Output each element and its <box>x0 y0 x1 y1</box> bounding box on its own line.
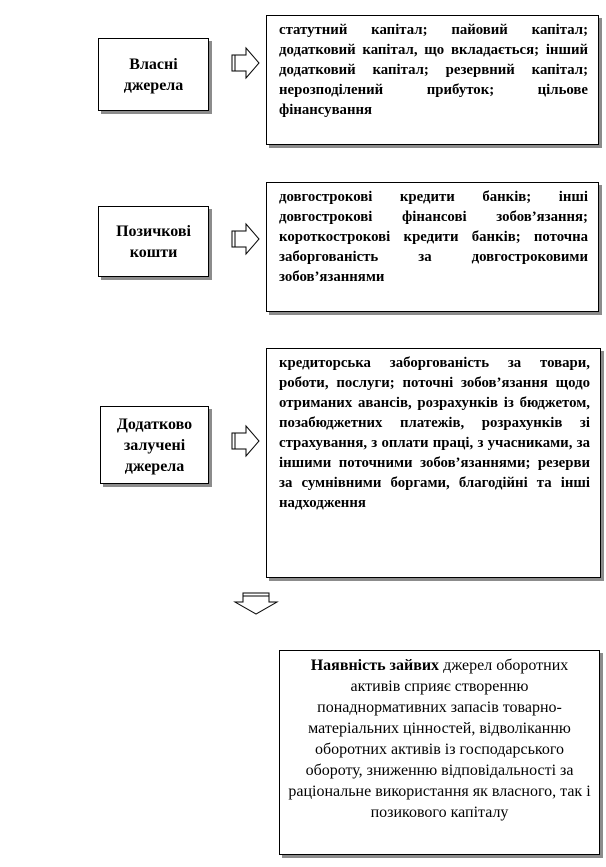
description-text: довгострокові кредити банків; інші довгострокові фінансові зобов’язання; короткострокові кредити банків; поточна заборгованість за довгостроковими зобов’язаннями <box>279 189 588 285</box>
source-box-own-funds <box>98 38 209 111</box>
conclusion-box <box>279 650 600 855</box>
source-label: Додатково залучені джерела <box>116 415 193 475</box>
down-arrow-icon <box>231 592 281 616</box>
source-label: Власні джерела <box>123 55 184 94</box>
right-arrow-icon <box>231 223 261 255</box>
source-box-borrowed-funds <box>98 206 209 277</box>
description-box-additional-funds <box>266 348 601 578</box>
source-box-additional-funds <box>100 406 209 484</box>
conclusion-text: джерел оборотних активів сприяє створенню понаднормативних запасів товарно-матеріальних цінностей, відволіканню оборотних активів із господарського обороту, зниженню відповідальності за раціональне використання як власного, так і позикового капіталу <box>288 657 591 821</box>
right-arrow-icon <box>231 47 261 79</box>
description-box-borrowed-funds <box>266 182 599 312</box>
description-text: кредиторська заборгованість за товари, роботи, послуги; поточні зобов’язання щодо отриманих авансів, розрахунків із бюджетом, позабюджетних платежів, розрахунків зі страхування, з оплати праці, з учасниками, за іншими поточними зобов’язаннями; резерви за сумнівними боргами, благодійні та інші надходження <box>279 355 590 511</box>
description-box-own-funds <box>266 15 599 145</box>
right-arrow-icon <box>231 425 261 457</box>
description-text: статутний капітал; пайовий капітал; додатковий капітал, що вкладається; інший додатковий капітал; резервний капітал; нерозподілений прибуток; цільове фінансування <box>279 22 588 118</box>
source-label: Позичкові кошти <box>116 222 191 261</box>
conclusion-emphasis: Наявність зайвих <box>310 657 440 674</box>
